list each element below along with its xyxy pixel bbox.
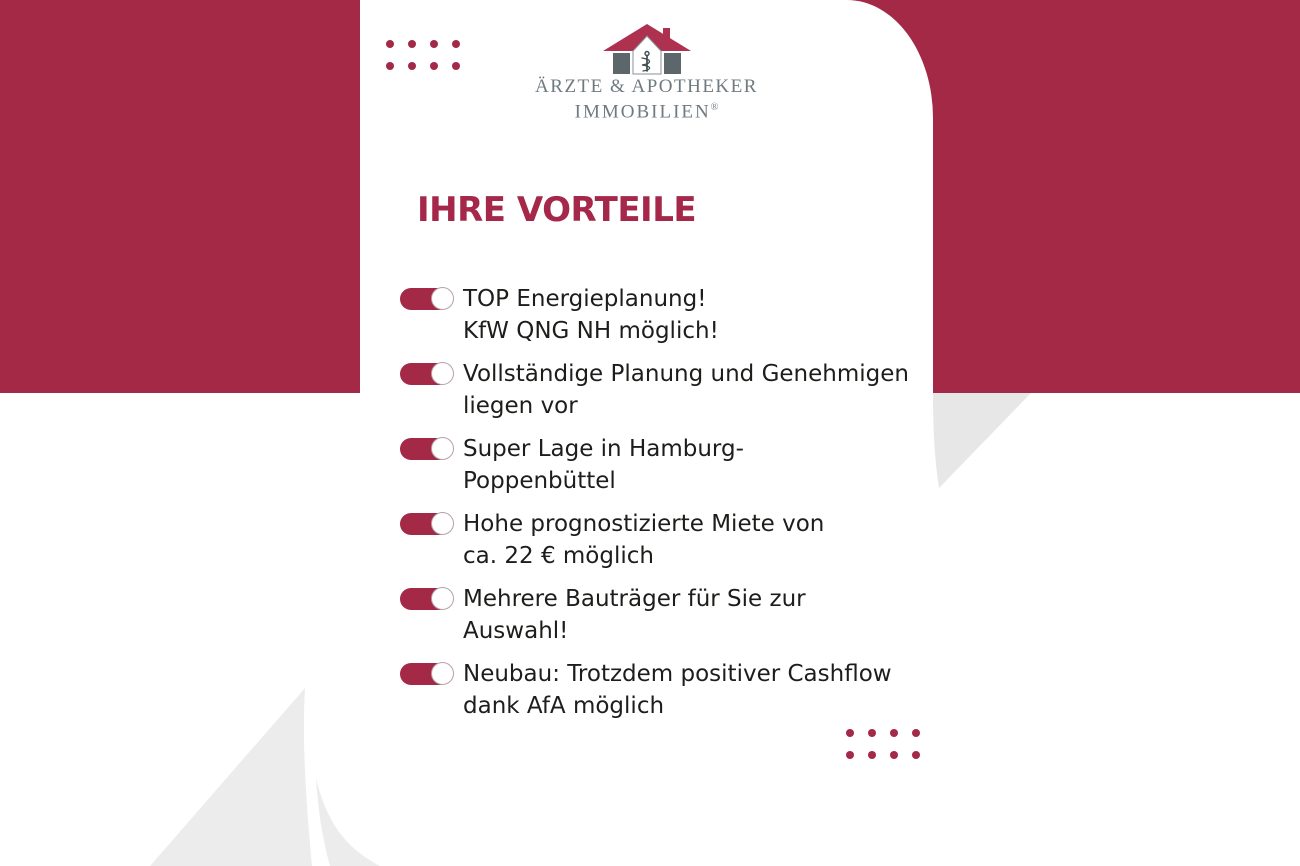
card-content (360, 0, 933, 866)
brand-logo (360, 24, 933, 122)
benefit-text: Hohe prognostizierte Miete von ca. 22 € möglich (463, 511, 825, 569)
list-item (400, 433, 920, 497)
toggle-on-icon (400, 588, 450, 610)
toggle-knob-icon (431, 512, 454, 535)
dot-grid-bottom-right-icon (846, 729, 920, 759)
toggle-knob-icon (431, 362, 454, 385)
gray-triangle-decoration (930, 393, 1034, 489)
house-logo-icon (603, 24, 691, 76)
brand-name-line2: IMMOBILIEN® (574, 101, 719, 123)
benefit-text: Mehrere Bauträger für Sie zur Auswahl! (463, 586, 806, 644)
toggle-on-icon (400, 438, 450, 460)
benefit-text: Super Lage in Hamburg- Poppenbüttel (463, 436, 744, 494)
toggle-knob-icon (431, 587, 454, 610)
toggle-on-icon (400, 513, 450, 535)
toggle-on-icon (400, 288, 450, 310)
list-item (400, 283, 920, 347)
toggle-knob-icon (431, 437, 454, 460)
page-title: IHRE VORTEILE (417, 190, 697, 230)
benefit-text: Neubau: Trotzdem positiver Cashflow dank AfA möglich (463, 661, 892, 719)
list-item (400, 508, 920, 572)
list-item (400, 658, 920, 722)
toggle-knob-icon (431, 287, 454, 310)
benefits-list (400, 283, 920, 733)
brand-name-line1: ÄRZTE & APOTHEKER (535, 76, 758, 97)
toggle-on-icon (400, 663, 450, 685)
benefit-text: Vollständige Planung und Genehmigen liegen vor (463, 361, 909, 419)
registered-trademark-symbol: ® (710, 102, 719, 113)
benefit-text: TOP Energieplanung! KfW QNG NH möglich! (463, 286, 719, 344)
content-card (360, 0, 933, 866)
list-item (400, 358, 920, 422)
list-item (400, 583, 920, 647)
toggle-on-icon (400, 363, 450, 385)
toggle-knob-icon (431, 662, 454, 685)
